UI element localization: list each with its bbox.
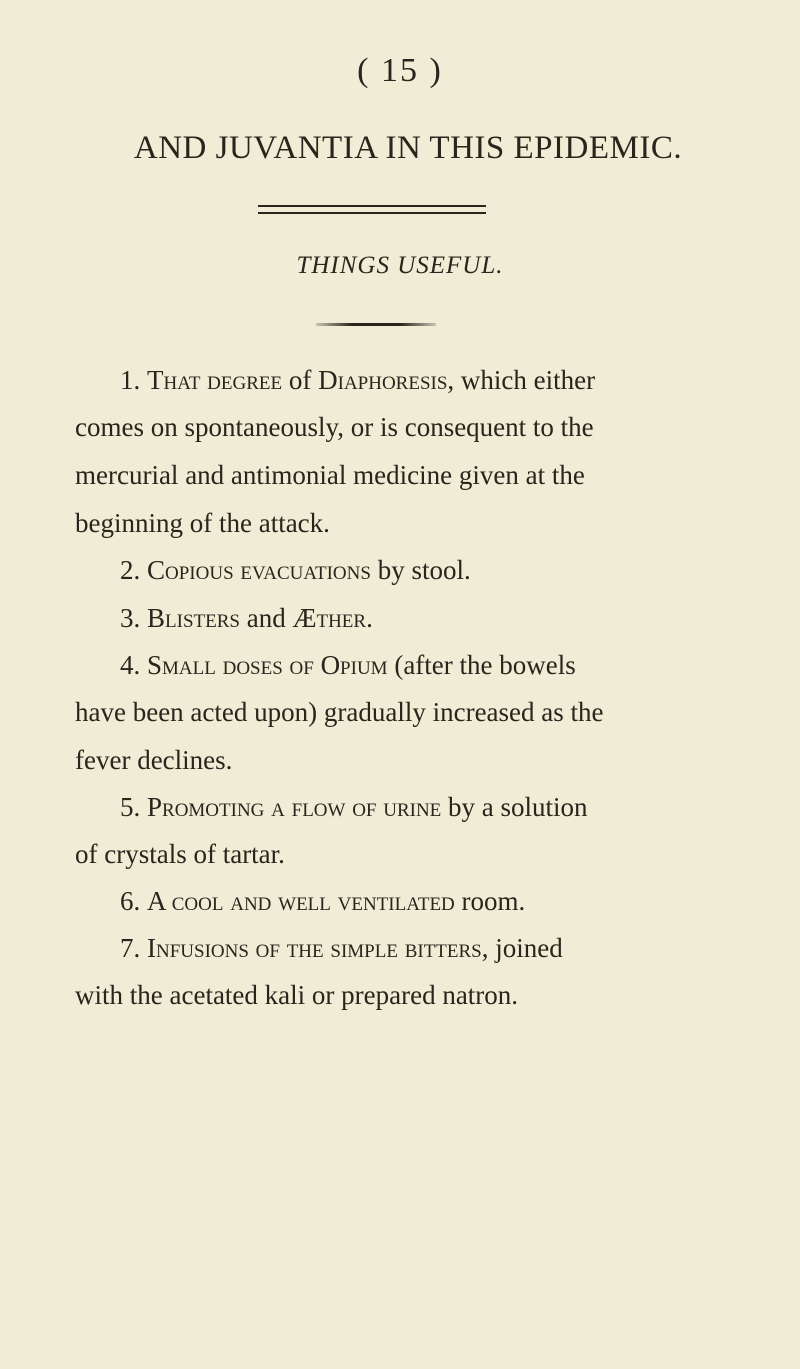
list-item-7-line-1: 7. Infusions of the simple bitters, joined: [120, 933, 563, 963]
list-item-1-line-3: mercurial and antimonial medicine given at the: [75, 460, 585, 490]
section-subheading: THINGS USEFUL.: [296, 252, 504, 279]
item-lead: Copious evacuations: [147, 555, 371, 585]
page-heading: AND JUVANTIA IN THIS EPIDEMIC.: [133, 130, 683, 166]
list-item-1-line-1: 1. That degree of Diaphoresis, which either: [120, 365, 596, 395]
list-item-7-line-2: with the acetated kali or prepared natron.: [75, 980, 519, 1010]
item-number: 2.: [120, 555, 141, 585]
item-number: 3.: [120, 603, 141, 633]
list-item-1-line-2: comes on spontaneously, or is consequent to the: [75, 412, 594, 442]
item-number: 5.: [120, 792, 141, 822]
item-term: Æther.: [292, 603, 373, 633]
list-item-5-line-1: 5. Promoting a flow of urine by a solution: [120, 792, 588, 822]
item-term: Diaphoresis: [318, 365, 448, 395]
item-lead: A cool and well ventilated: [147, 886, 455, 916]
list-item-4-line-3: fever declines.: [75, 745, 233, 775]
list-item-1-line-4: beginning of the attack.: [75, 508, 330, 538]
list-item-5-line-2: of crystals of tartar.: [75, 839, 285, 869]
list-item-6: 6. A cool and well ventilated room.: [120, 886, 526, 916]
item-number: 7.: [120, 933, 141, 963]
double-rule-divider: [258, 205, 486, 214]
list-item-2: 2. Copious evacuations by stool.: [120, 555, 471, 585]
item-lead: Promoting a flow of urine: [147, 792, 442, 822]
item-number: 6.: [120, 886, 141, 916]
page-number: ( 15 ): [357, 52, 443, 89]
list-item-3: 3. Blisters and Æther.: [120, 603, 373, 633]
item-number: 1.: [120, 365, 141, 395]
item-lead: That degree: [147, 365, 283, 395]
item-lead: Small doses of Opium: [147, 650, 388, 680]
item-number: 4.: [120, 650, 141, 680]
item-lead: Blisters: [147, 603, 240, 633]
item-lead: Infusions of the simple bitters,: [147, 933, 489, 963]
ornamental-rule-divider: [316, 323, 436, 326]
list-item-4-line-1: 4. Small doses of Opium (after the bowels: [120, 650, 576, 680]
list-item-4-line-2: have been acted upon) gradually increased as the: [75, 697, 604, 727]
